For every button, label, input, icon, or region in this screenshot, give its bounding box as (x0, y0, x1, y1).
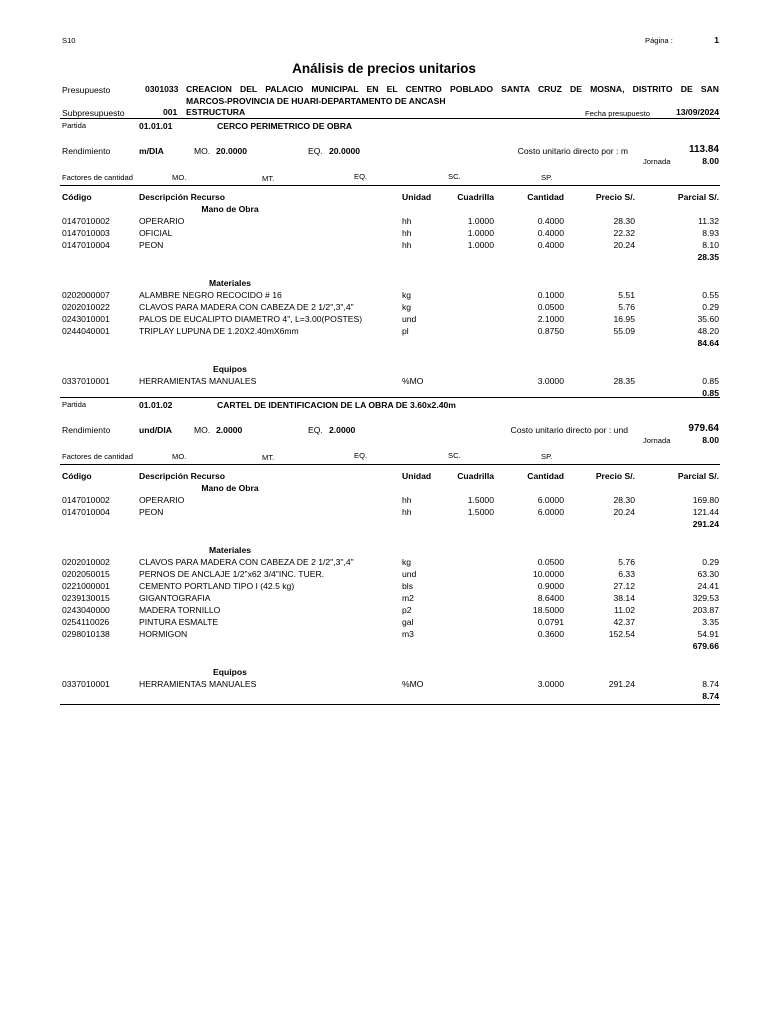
item-code: 0147010003 (62, 228, 110, 238)
item-unit: bls (402, 581, 413, 591)
col-cantidad-header: Cantidad (527, 192, 564, 202)
jornada-value: 8.00 (702, 435, 719, 445)
item-description: MADERA TORNILLO (139, 605, 221, 615)
item-code: 0254110026 (62, 617, 110, 627)
item-code: 0221000001 (62, 581, 110, 591)
item-unit: hh (402, 228, 412, 238)
partida-code: 01.01.02 (139, 400, 173, 410)
group-materiales-subtotal: 679.66 (692, 641, 719, 651)
item-code: 0147010004 (62, 507, 110, 517)
item-description: PINTURA ESMALTE (139, 617, 219, 627)
jornada-label: Jornada (643, 157, 671, 166)
item-precio: 38.14 (613, 593, 635, 603)
item-parcial: 0.29 (702, 302, 719, 312)
item-unit: pl (402, 326, 409, 336)
rendimiento-mo-value: 20.0000 (216, 146, 248, 156)
group-mano-obra-title: Mano de Obra (201, 483, 259, 493)
partida-divider (60, 397, 720, 398)
item-description: HERRAMIENTAS MANUALES (139, 679, 257, 689)
item-cantidad: 0.4000 (537, 240, 564, 250)
factor-mt-label: MT. (262, 174, 275, 183)
group-mano-obra-title: Mano de Obra (201, 204, 259, 214)
item-code: 0243010001 (62, 314, 110, 324)
item-precio: 16.95 (613, 314, 635, 324)
item-cuadrilla: 1.5000 (467, 507, 494, 517)
item-unit: p2 (402, 605, 412, 615)
item-cantidad: 0.4000 (537, 216, 564, 226)
item-cantidad: 0.9000 (537, 581, 564, 591)
item-precio: 28.30 (613, 216, 635, 226)
factor-eq-label: EQ. (354, 451, 368, 460)
item-description: PALOS DE EUCALIPTO DIAMETRO 4", L=3.00(POSTES) (139, 314, 363, 324)
col-cuadrilla-header: Cuadrilla (457, 471, 494, 481)
item-cantidad: 18.5000 (532, 605, 564, 615)
fecha-label: Fecha presupuesto (585, 109, 651, 118)
item-code: 0244040001 (62, 326, 110, 336)
item-cantidad: 2.1000 (537, 314, 564, 324)
item-unit: kg (402, 557, 412, 567)
item-description: PEON (139, 507, 164, 517)
item-cuadrilla: 1.5000 (467, 495, 494, 505)
rendimiento-unit: und/DIA (139, 425, 172, 435)
rendimiento-mo-value: 2.0000 (216, 425, 243, 435)
partida-code: 01.01.01 (139, 121, 173, 131)
fecha-value: 13/09/2024 (675, 107, 719, 117)
group-mano-obra-subtotal: 291.24 (692, 519, 719, 529)
subpresupuesto-name: ESTRUCTURA (186, 107, 246, 117)
item-cantidad: 3.0000 (537, 376, 564, 386)
item-parcial: 48.20 (697, 326, 719, 336)
factor-eq-label: EQ. (354, 172, 368, 181)
item-precio: 6.33 (618, 569, 635, 579)
factores-label: Factores de cantidad (62, 173, 133, 182)
subpresupuesto-label: Subpresupuesto (62, 108, 125, 118)
factor-mt-label: MT. (262, 453, 275, 462)
item-parcial: 0.85 (702, 376, 719, 386)
item-unit: hh (402, 240, 412, 250)
partida-name: CERCO PERIMETRICO DE OBRA (217, 121, 353, 131)
rendimiento-mo-label: MO. (194, 146, 211, 156)
item-parcial: 329.53 (692, 593, 719, 603)
item-description: GIGANTOGRAFIA (139, 593, 211, 603)
col-precio-header: Precio S/. (595, 192, 635, 202)
item-cantidad: 0.3600 (537, 629, 564, 639)
group-equipos-title: Equipos (213, 667, 247, 677)
item-description: CLAVOS PARA MADERA CON CABEZA DE 2 1/2",3",4" (139, 557, 354, 567)
item-code: 0202050015 (62, 569, 110, 579)
item-description: OFICIAL (139, 228, 173, 238)
jornada-value: 8.00 (702, 156, 719, 166)
partida-label: Partida (62, 121, 87, 130)
col-codigo-header: Código (62, 192, 92, 202)
item-unit: und (402, 569, 417, 579)
item-parcial: 35.60 (697, 314, 719, 324)
item-code: 0239130015 (62, 593, 110, 603)
item-code: 0147010002 (62, 216, 110, 226)
col-cantidad-header: Cantidad (527, 471, 564, 481)
item-cantidad: 0.0500 (537, 302, 564, 312)
jornada-label: Jornada (643, 436, 671, 445)
subpresupuesto-code: 001 (163, 107, 178, 117)
item-description: CLAVOS PARA MADERA CON CABEZA DE 2 1/2",3",4" (139, 302, 354, 312)
item-precio: 20.24 (613, 507, 635, 517)
software-code: S10 (62, 36, 76, 45)
group-equipos-subtotal: 0.85 (702, 388, 719, 398)
presupuesto-desc-line2: MARCOS-PROVINCIA DE HUARI-DEPARTAMENTO DE ANCASH (186, 96, 446, 106)
item-cantidad: 6.0000 (537, 495, 564, 505)
col-desc-header: Descripción Recurso (139, 471, 225, 481)
col-cuadrilla-header: Cuadrilla (457, 192, 494, 202)
item-cantidad: 6.0000 (537, 507, 564, 517)
rendimiento-eq-label: EQ. (308, 425, 323, 435)
item-precio: 5.51 (618, 290, 635, 300)
item-parcial: 8.10 (702, 240, 719, 250)
item-unit: kg (402, 302, 412, 312)
rendimiento-eq-value: 20.0000 (329, 146, 361, 156)
item-parcial: 169.80 (692, 495, 719, 505)
rendimiento-label: Rendimiento (62, 425, 111, 435)
item-description: ALAMBRE NEGRO RECOCIDO # 16 (139, 290, 282, 300)
item-unit: m2 (402, 593, 414, 603)
group-equipos-subtotal: 8.74 (702, 691, 719, 701)
factor-sp-label: SP. (541, 173, 553, 182)
costo-unitario-value: 979.64 (688, 423, 719, 434)
col-desc-header: Descripción Recurso (139, 192, 225, 202)
factores-divider (60, 464, 720, 465)
item-precio: 152.54 (608, 629, 635, 639)
item-cantidad: 10.0000 (532, 569, 564, 579)
item-unit: m3 (402, 629, 414, 639)
item-unit: gal (402, 617, 414, 627)
item-code: 0147010004 (62, 240, 110, 250)
item-precio: 42.37 (613, 617, 635, 627)
factor-mo-label: MO. (172, 173, 187, 182)
item-code: 0243040000 (62, 605, 110, 615)
col-unidad-header: Unidad (402, 471, 432, 481)
col-codigo-header: Código (62, 471, 92, 481)
item-precio: 22.32 (613, 228, 635, 238)
page-label: Página : (645, 36, 673, 45)
col-precio-header: Precio S/. (595, 471, 635, 481)
item-code: 0202010002 (62, 557, 110, 567)
partida-divider (60, 118, 720, 119)
item-precio: 5.76 (618, 302, 635, 312)
item-unit: hh (402, 495, 412, 505)
item-description: HERRAMIENTAS MANUALES (139, 376, 257, 386)
group-mano-obra-subtotal: 28.35 (697, 252, 719, 262)
factores-label: Factores de cantidad (62, 452, 133, 461)
rendimiento-mo-label: MO. (194, 425, 211, 435)
col-parcial-header: Parcial S/. (677, 471, 719, 481)
item-precio: 28.35 (613, 376, 635, 386)
item-parcial: 0.29 (702, 557, 719, 567)
item-parcial: 11.32 (698, 216, 719, 226)
item-code: 0202000007 (62, 290, 110, 300)
col-parcial-header: Parcial S/. (677, 192, 719, 202)
item-code: 0298010138 (62, 629, 110, 639)
item-parcial: 121.44 (692, 507, 719, 517)
presupuesto-label: Presupuesto (62, 85, 111, 95)
item-code: 0337010001 (62, 679, 110, 689)
group-materiales-subtotal: 84.64 (697, 338, 719, 348)
group-materiales-title: Materiales (208, 545, 252, 555)
costo-unitario-label: Costo unitario directo por : m (517, 146, 628, 156)
item-cantidad: 0.8750 (537, 326, 564, 336)
rendimiento-eq-label: EQ. (308, 146, 323, 156)
col-unidad-header: Unidad (402, 192, 432, 202)
item-description: PERNOS DE ANCLAJE 1/2"x62 3/4"INC. TUER. (139, 569, 325, 579)
item-description: CEMENTO PORTLAND TIPO I (42.5 kg) (139, 581, 295, 591)
item-parcial: 8.93 (702, 228, 719, 238)
page-title: Análisis de precios unitarios (292, 61, 476, 76)
item-precio: 28.30 (613, 495, 635, 505)
item-parcial: 54.91 (697, 629, 719, 639)
factor-sp-label: SP. (541, 452, 553, 461)
factor-sc-label: SC. (448, 172, 461, 181)
partida-name: CARTEL DE IDENTIFICACION DE LA OBRA DE 3.60x2.40m (217, 400, 456, 410)
item-cantidad: 0.0791 (537, 617, 564, 627)
costo-unitario-label: Costo unitario directo por : und (510, 425, 628, 435)
item-code: 0147010002 (62, 495, 110, 505)
presupuesto-desc-line1: CREACION DEL PALACIO MUNICIPAL EN EL CENTRO POBLADO SANTA CRUZ DE MOSNA, DISTRITO DE SAN (186, 84, 719, 94)
item-parcial: 8.74 (702, 679, 719, 689)
rendimiento-label: Rendimiento (62, 146, 111, 156)
partida-label: Partida (62, 400, 87, 409)
factor-sc-label: SC. (448, 451, 461, 460)
item-description: PEON (139, 240, 164, 250)
presupuesto-code: 0301033 (145, 84, 179, 94)
item-description: OPERARIO (139, 495, 185, 505)
item-precio: 55.09 (613, 326, 635, 336)
item-precio: 27.12 (613, 581, 635, 591)
item-precio: 20.24 (613, 240, 635, 250)
item-cantidad: 0.4000 (537, 228, 564, 238)
item-unit: kg (402, 290, 412, 300)
item-description: TRIPLAY LUPUNA DE 1.20X2.40mX6mm (139, 326, 299, 336)
item-parcial: 0.55 (702, 290, 719, 300)
rendimiento-eq-value: 2.0000 (329, 425, 356, 435)
item-cuadrilla: 1.0000 (467, 216, 494, 226)
item-cantidad: 3.0000 (537, 679, 564, 689)
item-parcial: 3.35 (702, 617, 719, 627)
item-parcial: 63.30 (697, 569, 719, 579)
item-description: HORMIGON (139, 629, 188, 639)
item-code: 0202010022 (62, 302, 110, 312)
item-unit: %MO (402, 679, 424, 689)
item-unit: und (402, 314, 417, 324)
item-parcial: 24.41 (697, 581, 719, 591)
item-cantidad: 0.0500 (537, 557, 564, 567)
item-cuadrilla: 1.0000 (467, 228, 494, 238)
closing-divider (60, 704, 720, 705)
item-unit: hh (402, 507, 412, 517)
item-description: OPERARIO (139, 216, 185, 226)
factores-divider (60, 185, 720, 186)
costo-unitario-value: 113.84 (688, 144, 719, 155)
item-unit: %MO (402, 376, 424, 386)
item-code: 0337010001 (62, 376, 110, 386)
item-cuadrilla: 1.0000 (467, 240, 494, 250)
group-equipos-title: Equipos (213, 364, 247, 374)
item-cantidad: 0.1000 (537, 290, 564, 300)
item-unit: hh (402, 216, 412, 226)
item-cantidad: 8.6400 (537, 593, 564, 603)
group-materiales-title: Materiales (208, 278, 252, 288)
factor-mo-label: MO. (172, 452, 187, 461)
item-parcial: 203.87 (692, 605, 719, 615)
item-precio: 291.24 (608, 679, 635, 689)
rendimiento-unit: m/DIA (139, 146, 164, 156)
item-precio: 11.02 (614, 605, 635, 615)
page-number: 1 (714, 35, 719, 45)
item-precio: 5.76 (618, 557, 635, 567)
